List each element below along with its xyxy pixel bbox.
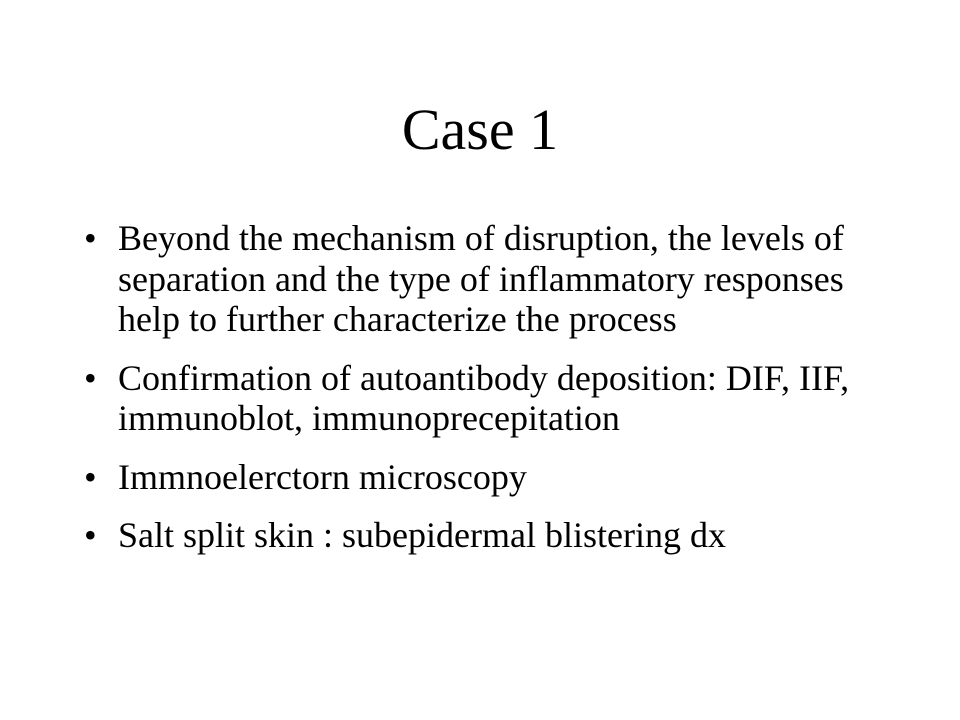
- bullet-item-4: [84, 515, 904, 556]
- bullet-item-2: [84, 358, 904, 439]
- bullet-marker: •: [84, 357, 97, 398]
- bullet-text-1: Beyond the mechanism of disruption, the levels of separation and the type of inflammatory responses help to further characterize the process: [118, 218, 844, 339]
- bullet-text-3: Immnoelerctorn microscopy: [118, 456, 527, 497]
- slide-title: Case 1: [401, 97, 559, 162]
- bullet-marker: •: [84, 515, 97, 555]
- bullet-marker: •: [84, 456, 97, 497]
- bullet-text-2: Confirmation of autoantibody deposition: DIF, IIF, immunoblot, immunoprecepitation: [118, 357, 850, 438]
- bullet-list: [84, 218, 904, 556]
- bullet-text-4: Salt split skin : subepidermal blistering dx: [118, 515, 726, 555]
- bullet-marker: •: [84, 218, 97, 258]
- bullet-item-1: [84, 218, 904, 340]
- bullet-item-3: [84, 457, 904, 498]
